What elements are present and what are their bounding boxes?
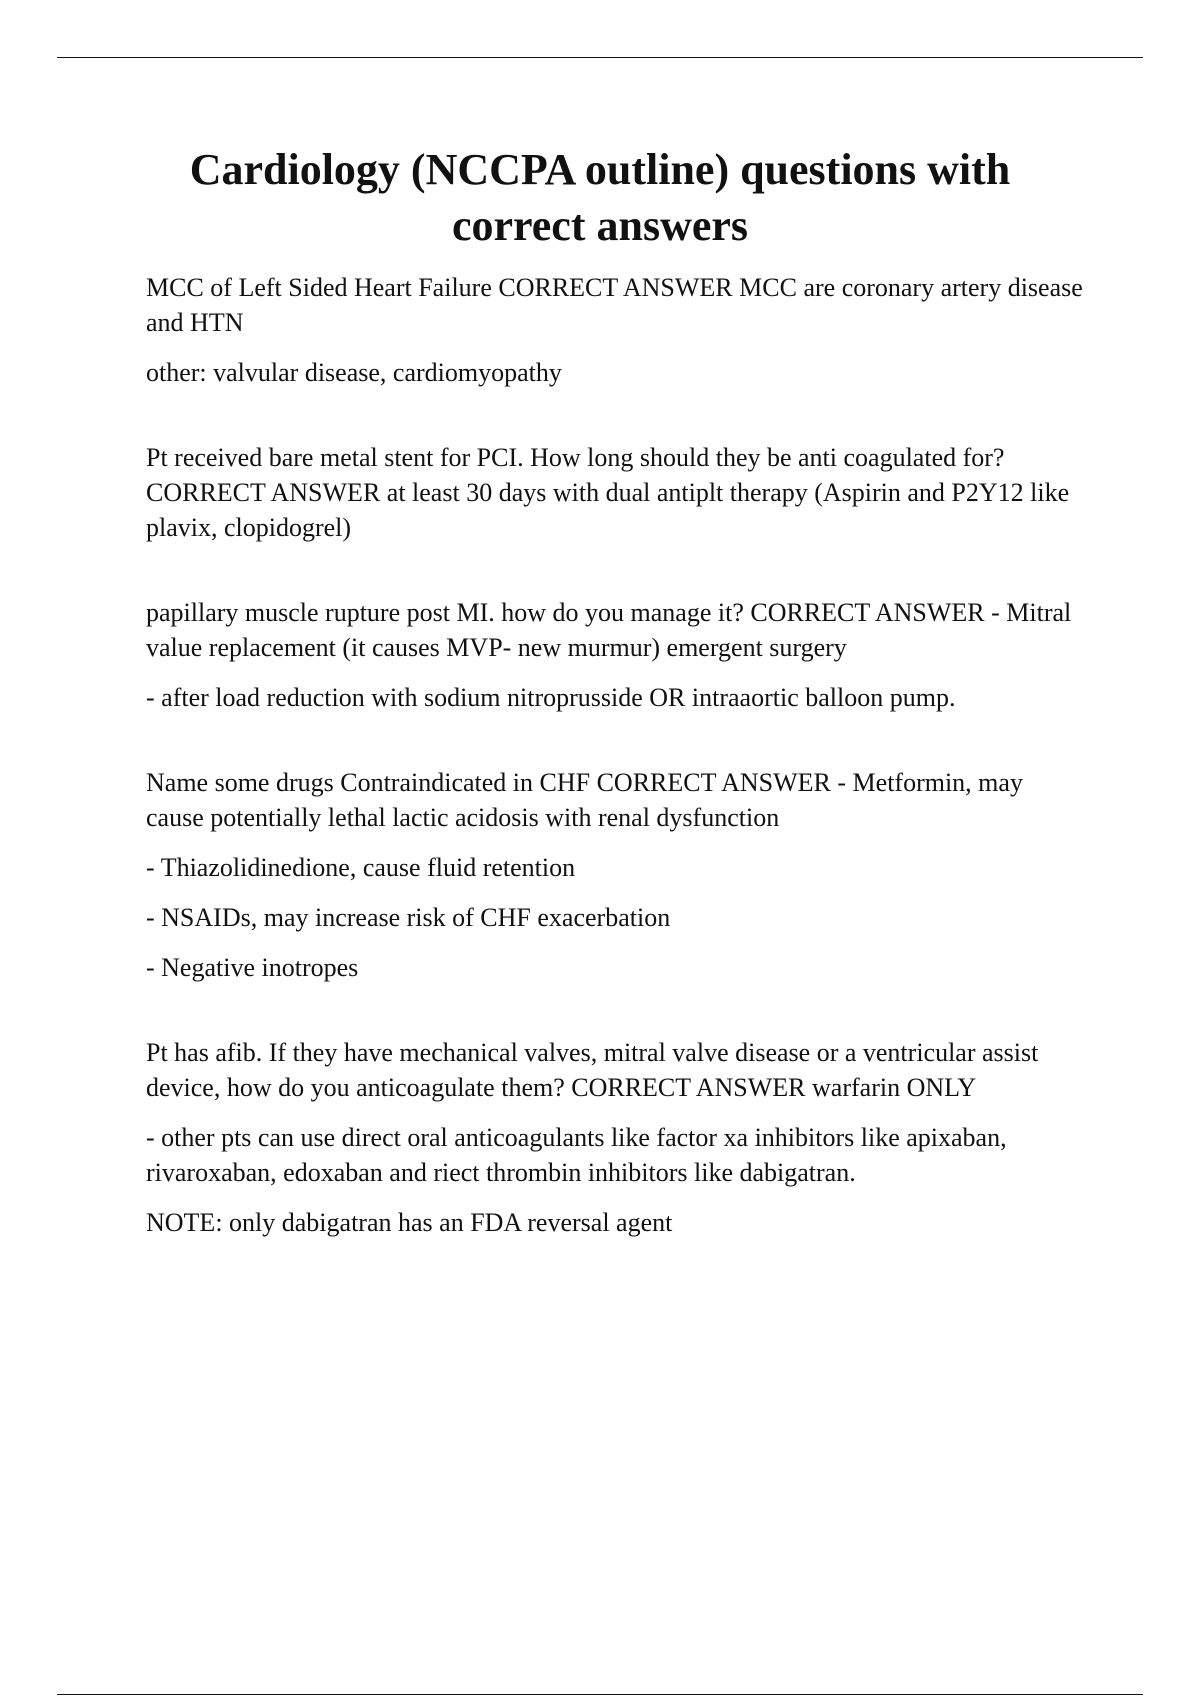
- qa-2-question-answer: Pt received bare metal stent for PCI. How long should they be anti coagulated for? CORRECT ANSWER at least 30 days with dual antiplt therapy (Aspirin and P2Y12 like plavix, clopidogrel): [146, 443, 1070, 542]
- qa-block-5: [146, 1035, 1086, 1240]
- qa-3-question-answer: papillary muscle rupture post MI. how do you manage it? CORRECT ANSWER - Mitral value replacement (it causes MVP- new murmur) emergent surgery: [146, 598, 1072, 662]
- document-title: Cardiology (NCCPA outline) questions with correct answers: [189, 145, 1011, 250]
- document-body: [146, 270, 1086, 1290]
- qa-1-note: other: valvular disease, cardiomyopathy: [146, 358, 562, 387]
- qa-1-question-answer: MCC of Left Sided Heart Failure CORRECT ANSWER MCC are coronary artery disease and HTN: [146, 273, 1083, 337]
- qa-3-detail: - after load reduction with sodium nitroprusside OR intraaortic balloon pump.: [146, 683, 956, 712]
- qa-block-4: [146, 765, 1086, 985]
- qa-block-2: [146, 440, 1086, 545]
- qa-block-3: [146, 595, 1086, 715]
- top-rule: [57, 57, 1143, 58]
- qa-4-question-answer: Name some drugs Contraindicated in CHF CORRECT ANSWER - Metformin, may cause potentially lethal lactic acidosis with renal dysfunction: [146, 768, 1023, 832]
- qa-4-detail-2: - NSAIDs, may increase risk of CHF exacerbation: [146, 903, 671, 932]
- qa-4-detail-1: - Thiazolidinedione, cause fluid retention: [146, 853, 576, 882]
- qa-4-detail-3: - Negative inotropes: [146, 953, 359, 982]
- qa-5-detail: - other pts can use direct oral anticoagulants like factor xa inhibitors like apixaban, rivaroxaban, edoxaban and riect thrombin inhibitors like dabigatran.: [146, 1123, 1007, 1187]
- qa-5-note: NOTE: only dabigatran has an FDA reversal agent: [146, 1208, 673, 1237]
- qa-block-1: [146, 270, 1086, 390]
- bottom-rule: [57, 1694, 1143, 1695]
- qa-5-question-answer: Pt has afib. If they have mechanical valves, mitral valve disease or a ventricular assist device, how do you anticoagulate them? CORRECT ANSWER warfarin ONLY: [146, 1038, 1039, 1102]
